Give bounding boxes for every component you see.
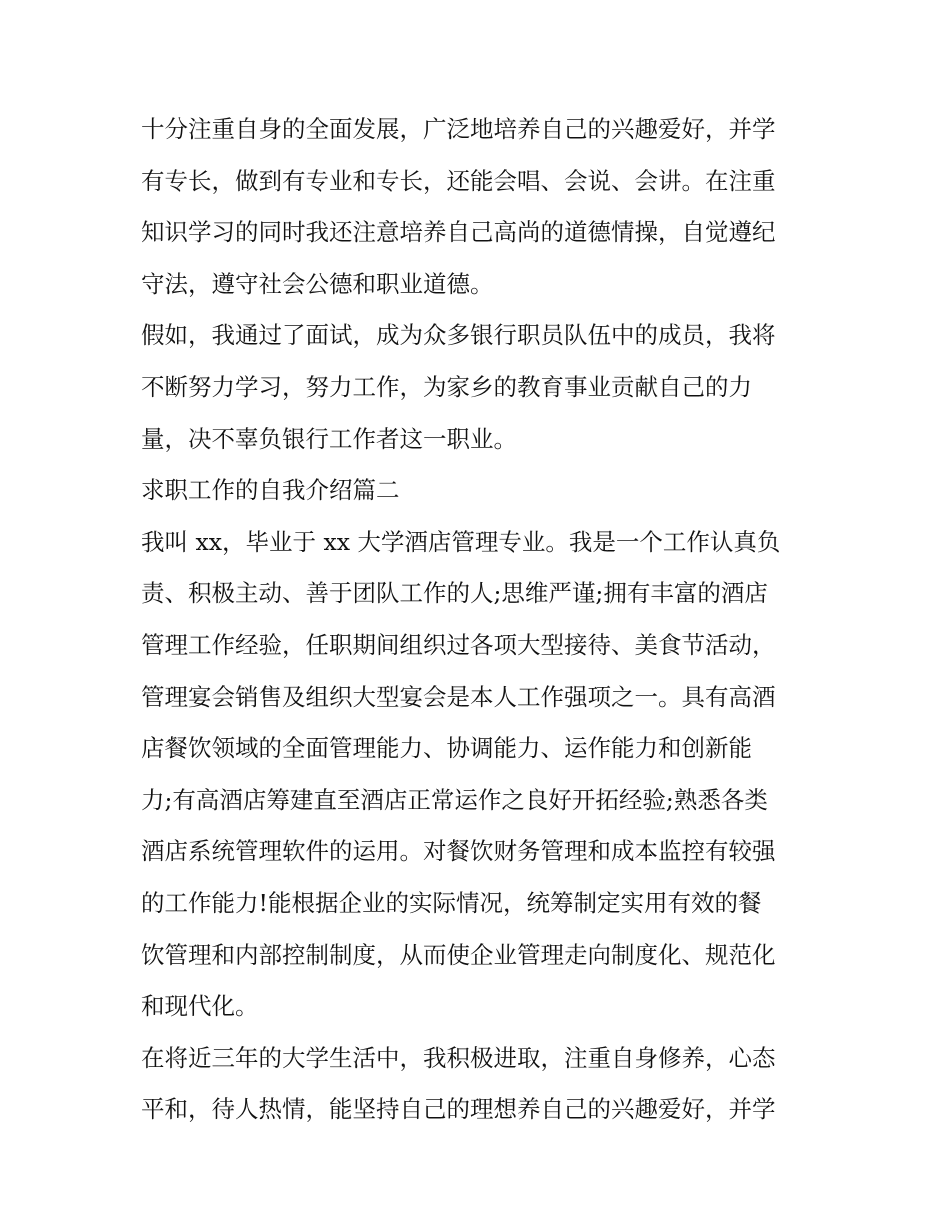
text-line: 酒店系统管理软件的运用。对餐饮财务管理和成本监控有较强	[141, 837, 776, 866]
paragraph-university-life	[141, 1033, 816, 1136]
text-line: 管理宴会销售及组织大型宴会是本人工作强项之一。具有高酒	[141, 682, 776, 711]
text-line: 力;有高酒店筹建直至酒店正常运作之良好开拓经验;熟悉各类	[141, 785, 768, 814]
text-line: 量，决不辜负银行工作者这一职业。	[141, 424, 517, 453]
text-line: 饮管理和内部控制制度，从而使企业管理走向制度化、规范化	[141, 940, 776, 969]
section-heading	[141, 465, 816, 517]
text-line: 假如，我通过了面试，成为众多银行职员队伍中的成员，我将	[141, 321, 776, 350]
text-line: 在将近三年的大学生活中，我积极进取，注重自身修养，心态	[141, 1043, 776, 1072]
text-line: 我叫 xx，毕业于 xx 大学酒店管理专业。我是一个工作认真负	[141, 527, 781, 556]
text-line: 平和，待人热情，能坚持自己的理想养自己的兴趣爱好，并学	[141, 1095, 776, 1124]
text-line: 守法，遵守社会公德和职业道德。	[141, 269, 494, 298]
text-line: 有专长，做到有专业和专长，还能会唱、会说、会讲。在注重	[141, 166, 776, 195]
text-line: 责、积极主动、善于团队工作的人;思维严谨;拥有丰富的酒店	[141, 579, 768, 608]
paragraph-hotel-experience	[141, 517, 816, 1033]
paragraph-self-development	[141, 104, 816, 310]
document-body	[141, 104, 816, 1136]
text-line: 和现代化。	[141, 992, 259, 1021]
paragraph-interview	[141, 310, 816, 465]
text-line: 的工作能力!能根据企业的实际情况，统筹制定实用有效的餐	[141, 888, 762, 917]
text-line: 管理工作经验，任职期间组织过各项大型接待、美食节活动，	[141, 630, 776, 659]
text-line: 知识学习的同时我还注意培养自己高尚的道德情操，自觉遵纪	[141, 218, 776, 247]
text-line: 店餐饮领域的全面管理能力、协调能力、运作能力和创新能	[141, 734, 752, 763]
heading-line: 求职工作的自我介绍篇二	[141, 476, 400, 505]
text-line: 十分注重自身的全面发展，广泛地培养自己的兴趣爱好，并学	[141, 115, 776, 143]
text-line: 不断努力学习，努力工作，为家乡的教育事业贡献自己的力	[141, 372, 752, 401]
